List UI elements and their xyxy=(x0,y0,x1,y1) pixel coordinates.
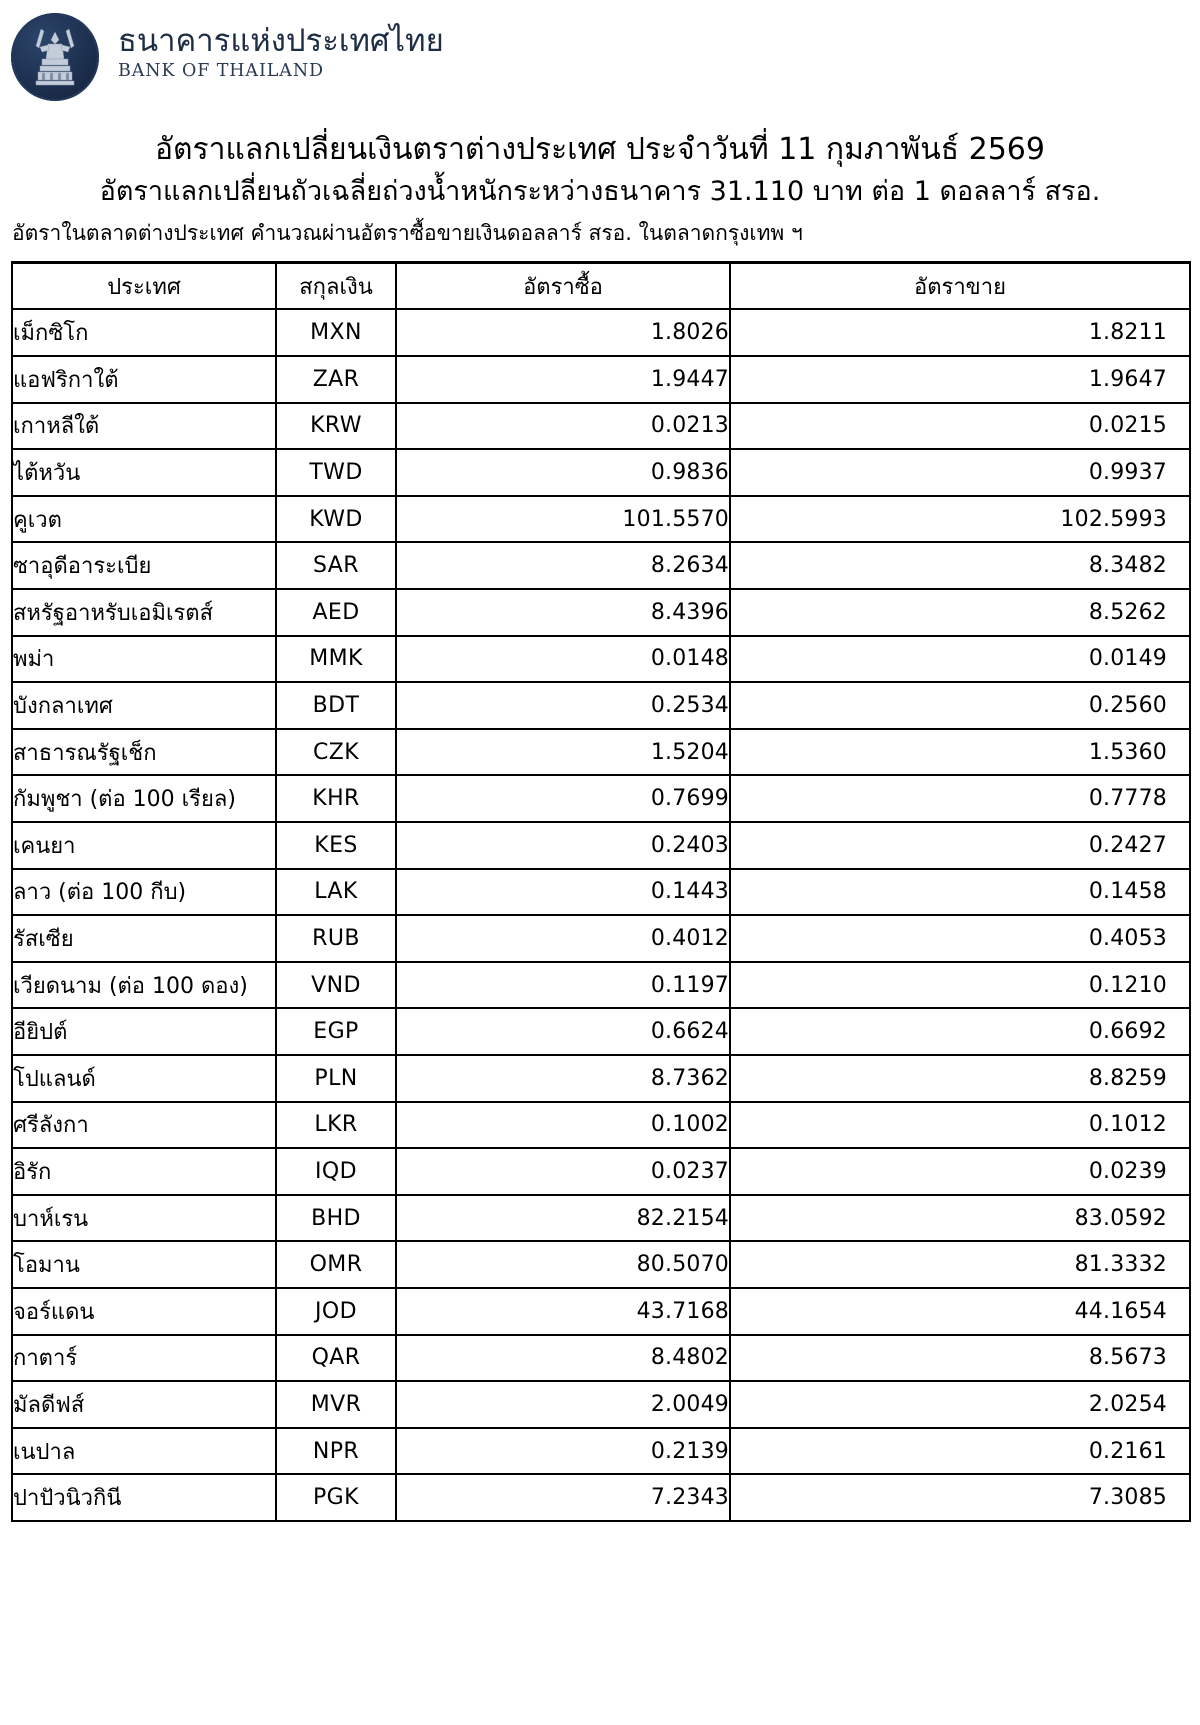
column-header-currency: สกุลเงิน xyxy=(276,263,396,310)
table-row xyxy=(12,1195,1190,1242)
cell-sell-rate: 8.5262 xyxy=(730,589,1190,636)
table-row xyxy=(12,449,1190,496)
cell-sell-rate: 81.3332 xyxy=(730,1241,1190,1288)
table-row xyxy=(12,962,1190,1009)
cell-buy-rate: 1.9447 xyxy=(396,356,730,403)
cell-buy-rate: 0.9836 xyxy=(396,449,730,496)
column-header-country: ประเทศ xyxy=(12,263,276,310)
table-row xyxy=(12,309,1190,356)
cell-buy-rate: 0.0237 xyxy=(396,1148,730,1195)
cell-country: กาตาร์ xyxy=(12,1335,276,1382)
table-header-row xyxy=(12,263,1190,310)
page-title: อัตราแลกเปลี่ยนเงินตราต่างประเทศ ประจำวันที่ 11 กุมภาพันธ์ 2569 xyxy=(155,132,1045,167)
cell-buy-rate: 1.5204 xyxy=(396,729,730,776)
cell-country: เม็กซิโก xyxy=(12,309,276,356)
cell-country: เคนยา xyxy=(12,822,276,869)
cell-sell-rate: 8.3482 xyxy=(730,542,1190,589)
cell-currency: EGP xyxy=(276,1008,396,1055)
cell-sell-rate: 0.9937 xyxy=(730,449,1190,496)
table-row xyxy=(12,682,1190,729)
cell-country: ปาปัวนิวกินี xyxy=(12,1474,276,1521)
table-row xyxy=(12,589,1190,636)
cell-country: อิรัก xyxy=(12,1148,276,1195)
cell-currency: KES xyxy=(276,822,396,869)
cell-buy-rate: 101.5570 xyxy=(396,496,730,543)
cell-buy-rate: 8.4396 xyxy=(396,589,730,636)
cell-country: บังกลาเทศ xyxy=(12,682,276,729)
table-row xyxy=(12,869,1190,916)
table-row xyxy=(12,496,1190,543)
cell-country: ลาว (ต่อ 100 กีบ) xyxy=(12,869,276,916)
cell-buy-rate: 8.2634 xyxy=(396,542,730,589)
cell-currency: AED xyxy=(276,589,396,636)
cell-sell-rate: 83.0592 xyxy=(730,1195,1190,1242)
cell-buy-rate: 0.0213 xyxy=(396,403,730,450)
page-subtitle: อัตราในตลาดต่างประเทศ คำนวณผ่านอัตราซื้อขายเงินดอลลาร์ สรอ. ในตลาดกรุงเทพ ฯ xyxy=(12,221,803,246)
table-header xyxy=(12,263,1190,310)
cell-sell-rate: 1.5360 xyxy=(730,729,1190,776)
cell-currency: MMK xyxy=(276,636,396,683)
cell-buy-rate: 0.1197 xyxy=(396,962,730,1009)
cell-currency: KRW xyxy=(276,403,396,450)
table-row xyxy=(12,822,1190,869)
table-row xyxy=(12,1335,1190,1382)
cell-sell-rate: 0.1210 xyxy=(730,962,1190,1009)
table-row xyxy=(12,1008,1190,1055)
cell-country: กัมพูชา (ต่อ 100 เรียล) xyxy=(12,775,276,822)
brand-wordmark xyxy=(118,25,444,88)
cell-sell-rate: 0.2161 xyxy=(730,1428,1190,1475)
cell-country: พม่า xyxy=(12,636,276,683)
cell-buy-rate: 8.7362 xyxy=(396,1055,730,1102)
cell-currency: VND xyxy=(276,962,396,1009)
cell-country: เวียดนาม (ต่อ 100 ดอง) xyxy=(12,962,276,1009)
cell-currency: MXN xyxy=(276,309,396,356)
cell-currency: MVR xyxy=(276,1381,396,1428)
brand-name-thai: ธนาคารแห่งประเทศไทย xyxy=(118,23,444,60)
table-row xyxy=(12,1288,1190,1335)
exchange-rate-table xyxy=(11,261,1191,1522)
column-header-sell-rate: อัตราขาย xyxy=(730,263,1190,310)
table-body xyxy=(12,309,1190,1520)
table-row xyxy=(12,403,1190,450)
cell-currency: KHR xyxy=(276,775,396,822)
column-header-buy-rate: อัตราซื้อ xyxy=(396,263,730,310)
cell-currency: BDT xyxy=(276,682,396,729)
cell-sell-rate: 0.2427 xyxy=(730,822,1190,869)
cell-currency: PLN xyxy=(276,1055,396,1102)
cell-currency: CZK xyxy=(276,729,396,776)
exchange-rate-table-container xyxy=(11,261,1189,1522)
cell-sell-rate: 1.8211 xyxy=(730,309,1190,356)
table-row xyxy=(12,1474,1190,1521)
cell-sell-rate: 2.0254 xyxy=(730,1381,1190,1428)
cell-buy-rate: 0.1443 xyxy=(396,869,730,916)
cell-buy-rate: 80.5070 xyxy=(396,1241,730,1288)
cell-country: สหรัฐอาหรับเอมิเรตส์ xyxy=(12,589,276,636)
cell-buy-rate: 1.8026 xyxy=(396,309,730,356)
cell-sell-rate: 0.2560 xyxy=(730,682,1190,729)
table-row xyxy=(12,729,1190,776)
cell-buy-rate: 0.2403 xyxy=(396,822,730,869)
table-row xyxy=(12,1102,1190,1149)
cell-currency: PGK xyxy=(276,1474,396,1521)
cell-sell-rate: 0.1458 xyxy=(730,869,1190,916)
cell-buy-rate: 0.6624 xyxy=(396,1008,730,1055)
cell-sell-rate: 44.1654 xyxy=(730,1288,1190,1335)
cell-currency: KWD xyxy=(276,496,396,543)
cell-country: ศรีลังกา xyxy=(12,1102,276,1149)
table-row xyxy=(12,1241,1190,1288)
cell-currency: LKR xyxy=(276,1102,396,1149)
table-row xyxy=(12,356,1190,403)
cell-buy-rate: 8.4802 xyxy=(396,1335,730,1382)
cell-currency: BHD xyxy=(276,1195,396,1242)
cell-currency: ZAR xyxy=(276,356,396,403)
cell-sell-rate: 8.8259 xyxy=(730,1055,1190,1102)
cell-country: สาธารณรัฐเช็ก xyxy=(12,729,276,776)
seal-figure-icon xyxy=(11,13,99,101)
cell-currency: SAR xyxy=(276,542,396,589)
cell-currency: QAR xyxy=(276,1335,396,1382)
cell-country: จอร์แดน xyxy=(12,1288,276,1335)
cell-buy-rate: 0.2534 xyxy=(396,682,730,729)
cell-buy-rate: 0.7699 xyxy=(396,775,730,822)
cell-currency: NPR xyxy=(276,1428,396,1475)
cell-sell-rate: 0.0149 xyxy=(730,636,1190,683)
interbank-rate-line: อัตราแลกเปลี่ยนถัวเฉลี่ยถ่วงน้ำหนักระหว่างธนาคาร 31.110 บาท ต่อ 1 ดอลลาร์ สรอ. xyxy=(99,176,1101,207)
cell-sell-rate: 0.0239 xyxy=(730,1148,1190,1195)
cell-country: ไต้หวัน xyxy=(12,449,276,496)
cell-country: แอฟริกาใต้ xyxy=(12,356,276,403)
table-row xyxy=(12,1428,1190,1475)
cell-buy-rate: 82.2154 xyxy=(396,1195,730,1242)
table-row xyxy=(12,542,1190,589)
cell-currency: TWD xyxy=(276,449,396,496)
cell-country: เนปาล xyxy=(12,1428,276,1475)
cell-country: ซาอุดีอาระเบีย xyxy=(12,542,276,589)
cell-currency: OMR xyxy=(276,1241,396,1288)
cell-sell-rate: 8.5673 xyxy=(730,1335,1190,1382)
cell-buy-rate: 7.2343 xyxy=(396,1474,730,1521)
cell-buy-rate: 0.1002 xyxy=(396,1102,730,1149)
cell-sell-rate: 0.1012 xyxy=(730,1102,1190,1149)
cell-country: บาห์เรน xyxy=(12,1195,276,1242)
cell-buy-rate: 0.2139 xyxy=(396,1428,730,1475)
document-titles xyxy=(0,104,1200,209)
bank-of-thailand-seal-icon xyxy=(11,13,99,101)
cell-currency: JOD xyxy=(276,1288,396,1335)
table-row xyxy=(12,775,1190,822)
cell-sell-rate: 0.0215 xyxy=(730,403,1190,450)
cell-sell-rate: 102.5993 xyxy=(730,496,1190,543)
table-row xyxy=(12,1055,1190,1102)
table-row xyxy=(12,1148,1190,1195)
cell-country: มัลดีฟส์ xyxy=(12,1381,276,1428)
brand-name-english: BANK OF THAILAND xyxy=(118,60,324,81)
cell-buy-rate: 2.0049 xyxy=(396,1381,730,1428)
cell-sell-rate: 1.9647 xyxy=(730,356,1190,403)
table-row xyxy=(12,915,1190,962)
cell-sell-rate: 0.6692 xyxy=(730,1008,1190,1055)
cell-sell-rate: 7.3085 xyxy=(730,1474,1190,1521)
table-row xyxy=(12,1381,1190,1428)
cell-currency: IQD xyxy=(276,1148,396,1195)
cell-currency: RUB xyxy=(276,915,396,962)
cell-country: คูเวต xyxy=(12,496,276,543)
table-row xyxy=(12,636,1190,683)
cell-buy-rate: 0.4012 xyxy=(396,915,730,962)
cell-buy-rate: 43.7168 xyxy=(396,1288,730,1335)
cell-country: อียิปต์ xyxy=(12,1008,276,1055)
page-header xyxy=(0,0,1200,104)
cell-country: โปแลนด์ xyxy=(12,1055,276,1102)
cell-country: เกาหลีใต้ xyxy=(12,403,276,450)
cell-sell-rate: 0.4053 xyxy=(730,915,1190,962)
cell-country: โอมาน xyxy=(12,1241,276,1288)
cell-buy-rate: 0.0148 xyxy=(396,636,730,683)
cell-currency: LAK xyxy=(276,869,396,916)
cell-sell-rate: 0.7778 xyxy=(730,775,1190,822)
cell-country: รัสเซีย xyxy=(12,915,276,962)
